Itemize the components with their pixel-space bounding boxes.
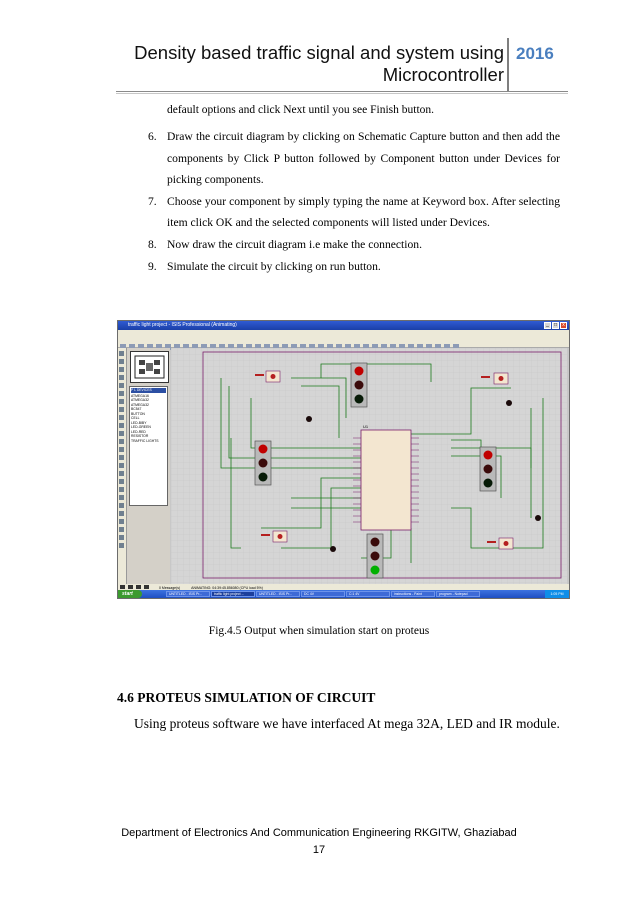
traffic-light-top: [351, 363, 367, 407]
header-divider: [507, 38, 509, 92]
list-item: BC547: [131, 407, 142, 411]
step-text: Choose your component by simply typing the name at Keyword box. After selecting item click OK and the selected components will listed under Devices.: [167, 194, 560, 230]
graph-icon: [119, 423, 124, 428]
bus-icon: [119, 391, 124, 396]
play-icon: [120, 585, 125, 589]
maximize-icon: □: [553, 322, 558, 328]
minimize-icon: _: [544, 322, 551, 329]
window-titlebar: [118, 321, 569, 330]
device-pin-icon: [119, 415, 124, 420]
header-title-line2: Microcontroller: [382, 64, 504, 85]
tape-icon: [119, 431, 124, 436]
stop-icon: [144, 585, 149, 589]
circle-icon: [119, 487, 124, 492]
device-list: [129, 386, 168, 506]
list-item: LED-RED: [131, 429, 146, 434]
header-rule: [116, 91, 568, 92]
taskbar-item: DC 4V: [301, 591, 345, 597]
selection-mode-icon: [119, 351, 124, 356]
arc-icon: [119, 495, 124, 500]
marker-icon: [119, 527, 124, 532]
overview-schematic-thumbnail: [131, 352, 168, 382]
list-item: [148, 234, 560, 256]
junction-icon: [119, 367, 124, 372]
subcircuit-icon: [119, 399, 124, 404]
taskbar-item: instructions - Paint: [391, 591, 435, 597]
box-icon: [119, 479, 124, 484]
current-probe-icon: [119, 455, 124, 460]
step-icon: [128, 585, 133, 589]
microcontroller-ic: [353, 424, 419, 530]
footer-department: Department of Electronics And Communication Engineering RKGITW, Ghaziabad: [121, 827, 517, 839]
running-header-title: [100, 42, 504, 86]
step-text: Draw the circuit diagram by clicking on Schematic Capture button and then add the components by Click P button followed by Component button under Devices for picking components.: [167, 130, 560, 187]
device-list-header: P L DEVICES: [131, 388, 166, 393]
overview-preview: [130, 351, 169, 383]
list-item: CELL: [131, 416, 140, 420]
start-button: start: [118, 590, 142, 598]
page-number: 17: [312, 844, 326, 856]
header-rule-shadow: [116, 93, 568, 94]
step-text: Simulate the circuit by clicking on run button.: [167, 259, 381, 273]
header-year: 2016: [516, 44, 554, 63]
list-item: TRAFFIC LIGHTS: [131, 438, 159, 443]
close-icon: x: [560, 322, 567, 329]
voltage-probe-icon: [119, 447, 124, 452]
generator-icon: [119, 439, 124, 444]
windows-taskbar: [118, 590, 569, 598]
traffic-light-left: [255, 441, 271, 485]
step-number: 8.: [148, 237, 157, 251]
section-heading: 4.6 PROTEUS SIMULATION OF CIRCUIT: [117, 690, 376, 705]
component-mode-icon: [119, 359, 124, 364]
taskbar-clock: 1:05 PM: [545, 590, 569, 598]
list-item: RESISTOR: [131, 434, 149, 438]
text-icon: [119, 511, 124, 516]
messages-count: 0 Message(s): [158, 586, 181, 590]
text-script-icon: [119, 383, 124, 388]
list-item: [148, 126, 560, 191]
list-item: [148, 256, 560, 278]
ic-label: U1: [363, 424, 369, 429]
taskbar-item: UNTITLED - ISIS Pr...: [256, 591, 300, 597]
step-number: 6.: [148, 130, 157, 143]
window-title: traffic light project - ISIS Professional (Animating): [128, 322, 237, 328]
traffic-light-right: [480, 447, 496, 491]
toolbar: [118, 337, 569, 348]
path-icon: [119, 503, 124, 508]
taskbar-item: traffic light project ...: [211, 591, 255, 597]
step-number: 9.: [148, 259, 157, 273]
pause-icon: [136, 585, 141, 589]
page-footer: [0, 825, 638, 859]
schematic-drawing: [171, 348, 567, 584]
header-title-line1: Density based traffic signal and system using: [134, 42, 504, 63]
terminal-icon: [119, 407, 124, 412]
list-item: ATMEGA32: [131, 398, 149, 402]
list-item: ATMEGA16: [131, 393, 149, 398]
menu-bar: [118, 330, 569, 337]
list-item: BUTTON: [131, 411, 145, 416]
device-selector-panel: [127, 348, 170, 584]
wire-label-icon: [119, 375, 124, 380]
mode-toolbar: [118, 348, 127, 584]
symbol-icon: [119, 519, 124, 524]
body-paragraph: Using proteus software we have interfaced At mega 32A, LED and IR module.: [134, 716, 560, 731]
steps-list: [148, 126, 560, 277]
list-item: [148, 191, 560, 234]
step-text: Now draw the circuit diagram i.e make the connection.: [167, 237, 422, 251]
figure-caption: Fig.4.5 Output when simulation start on proteus: [208, 625, 430, 637]
taskbar-item: UNTITLED - ISIS Pr...: [166, 591, 210, 597]
taskbar-item: C:1 4V: [346, 591, 390, 597]
list-item: LED-BIBY: [131, 420, 147, 425]
taskbar-item: program - Notepad: [436, 591, 480, 597]
step-number: 7.: [148, 194, 157, 208]
virtual-instrument-icon: [119, 463, 124, 468]
mirror-icon: [119, 543, 124, 548]
traffic-light-bottom: [367, 534, 383, 578]
list-item: LED-GREEN: [131, 425, 151, 429]
line-icon: [119, 471, 124, 476]
rotate-icon: [119, 535, 124, 540]
proteus-screenshot-figure: [117, 320, 570, 599]
animation-status: ANIMATING: 04:39:45.856080 (CPU load 5%): [191, 586, 263, 590]
schematic-canvas: [171, 348, 567, 584]
list-item: ATMEGA32: [131, 402, 149, 407]
intro-line: default options and click Next until you see Finish button.: [167, 104, 435, 116]
